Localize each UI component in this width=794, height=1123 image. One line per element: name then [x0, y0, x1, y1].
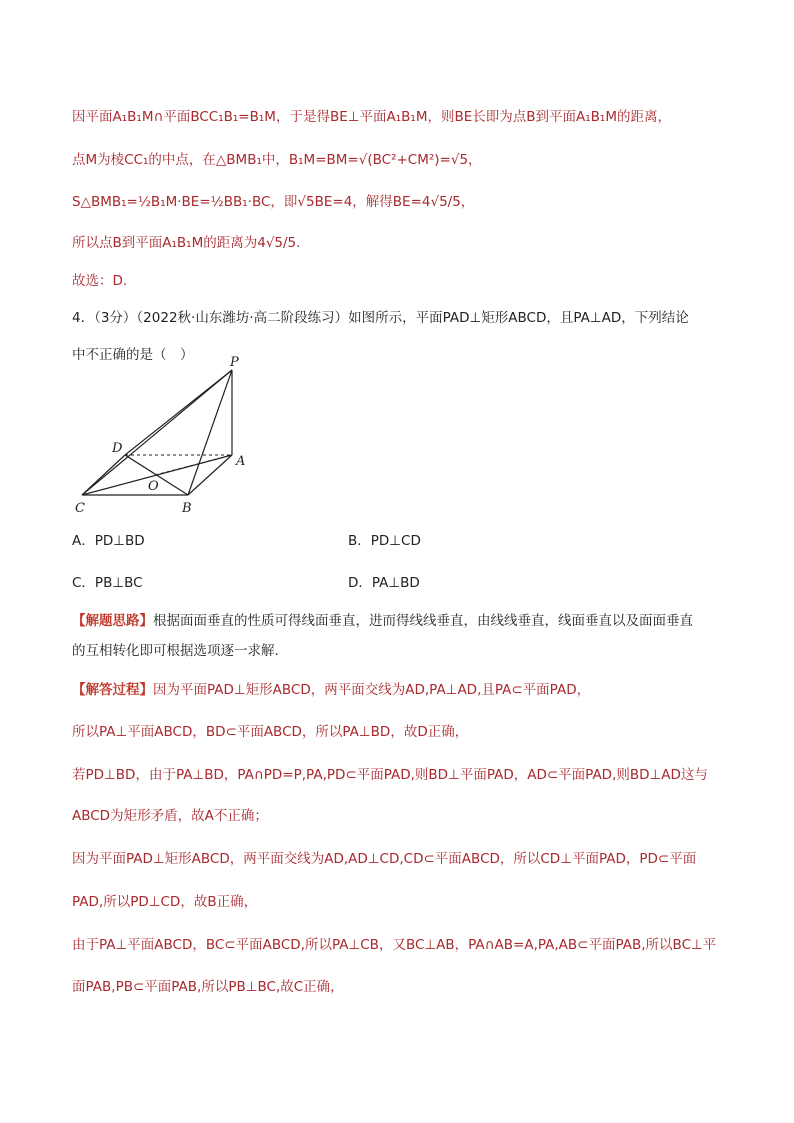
label-D: D — [112, 441, 123, 456]
label-P: P — [230, 355, 239, 370]
solution-s8: 面PAB,PB⊂平面PAB,所以PB⊥BC,故C正确， — [72, 979, 344, 995]
label-A: A — [236, 454, 246, 469]
solution-s1: 因为平面PAD⊥矩形ABCD，两平面交线为AD,PA⊥AD,且PA⊂平面PAD， — [153, 682, 591, 698]
option-B[interactable]: B．PD⊥CD — [348, 533, 421, 549]
option-A[interactable]: A．PD⊥BD — [72, 533, 145, 549]
option-D[interactable]: D．PA⊥BD — [348, 575, 420, 591]
question-4-stem-cont: 中不正确的是（ ） — [72, 347, 194, 363]
solution-tag: 【解答过程】 — [72, 682, 153, 698]
label-O: O — [148, 479, 159, 494]
solution-s7: 由于PA⊥平面ABCD，BC⊂平面ABCD,所以PA⊥CB，又BC⊥AB，PA∩AB=A,PA,AB⊂平面PAB,所以BC⊥平 — [72, 937, 717, 953]
analysis-line-1 — [72, 611, 732, 631]
solution-line-4: 所以点B到平面A₁B₁M的距离为4√5/5. — [72, 235, 301, 251]
solution-s5: 因为平面PAD⊥矩形ABCD，两平面交线为AD,AD⊥CD,CD⊂平面ABCD，所以CD⊥平面PAD，PD⊂平面 — [72, 851, 697, 867]
solution-s6: PAD,所以PD⊥CD，故B正确， — [72, 894, 258, 910]
analysis-tag: 【解题思路】 — [72, 613, 153, 629]
solution-s3: 若PD⊥BD，由于PA⊥BD，PA∩PD=P,PA,PD⊂平面PAD,则BD⊥平面PAD，AD⊂平面PAD,则BD⊥AD这与 — [72, 767, 708, 783]
solution-s4: ABCD为矩形矛盾，故A不正确； — [72, 808, 268, 824]
analysis-text-1: 根据面面垂直的性质可得线面垂直，进而得线线垂直，由线线垂直，线面垂直以及面面垂直 — [153, 613, 693, 629]
solution-line-2: 点M为棱CC₁的中点，在△BMB₁中，B₁M=BM=√(BC²+CM²)=√5， — [72, 152, 482, 168]
solution-process-line-1 — [72, 680, 732, 700]
solution-line-5: 故选：D. — [72, 273, 128, 289]
question-4-stem: 4．（3分）（2022秋·山东潍坊·高二阶段练习）如图所示，平面PAD⊥矩形ABCD，且PA⊥AD，下列结论 — [72, 310, 689, 326]
analysis-line-2: 的互相转化即可根据选项逐一求解. — [72, 643, 279, 659]
label-C: C — [75, 501, 85, 516]
label-B: B — [182, 501, 192, 516]
solution-line-3: S△BMB₁=½B₁M·BE=½BB₁·BC，即√5BE=4，解得BE=4√5/5， — [72, 194, 475, 210]
option-C[interactable]: C．PB⊥BC — [72, 575, 143, 591]
solution-s2: 所以PA⊥平面ABCD，BD⊂平面ABCD，所以PA⊥BD，故D正确， — [72, 724, 469, 740]
solution-line-1: 因平面A₁B₁M∩平面BCC₁B₁=B₁M，于是得BE⊥平面A₁B₁M，则BE长即为点B到平面A₁B₁M的距离， — [72, 109, 671, 125]
